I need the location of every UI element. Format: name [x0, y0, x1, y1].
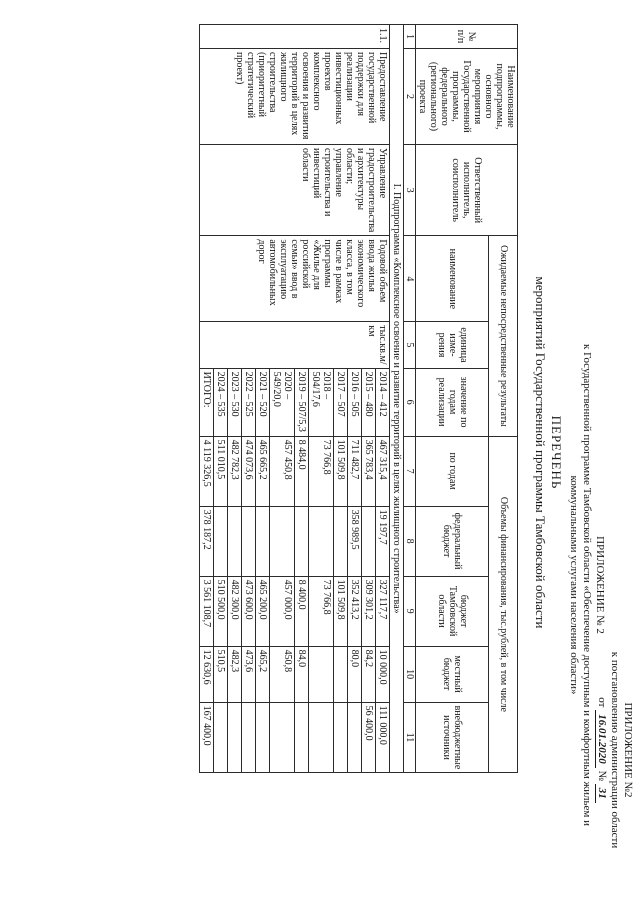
row-regional: 482 300,0: [228, 576, 242, 646]
row-total: 467 315,4: [376, 436, 390, 506]
col-number: 10: [404, 646, 416, 702]
appendix-decree-line: к постановлению администрации области: [609, 651, 621, 849]
row-other: [348, 702, 362, 773]
col-number: 8: [404, 506, 416, 576]
date-prefix: от: [596, 697, 608, 708]
header-executor: Ответственный исполнитель, соисполнитель: [416, 145, 518, 236]
row-local: 473,6: [242, 646, 256, 702]
row-total: 73 766,8: [309, 436, 334, 506]
row-regional: 73 766,8: [309, 576, 334, 646]
handwritten-number: 31: [595, 784, 608, 803]
row-total: 482 782,3: [228, 436, 242, 506]
row-federal: [256, 506, 270, 576]
header-indicator: наименование: [416, 236, 489, 322]
row-value: 2022 – 525: [242, 368, 256, 436]
col-number: 11: [404, 702, 416, 773]
subprogram-row: [390, 25, 404, 773]
col-number: 1: [404, 25, 416, 49]
row-other: [214, 702, 228, 773]
row-other: [295, 702, 309, 773]
row-value: 2018 – 504/17,6: [309, 368, 334, 436]
item-executor: Управление градостроительства и архитектуры области; управление строительства и инвестиций области: [200, 145, 390, 236]
row-federal: [362, 506, 376, 576]
row-federal: 19 197,7: [376, 506, 390, 576]
row-regional: 327 117,7: [376, 576, 390, 646]
program-appendix-header: [567, 305, 606, 865]
row-regional: 352 413,2: [348, 576, 362, 646]
total-other: 167 400,0: [200, 702, 214, 773]
row-other: 56 400,0: [362, 702, 376, 773]
row-local: 482,3: [228, 646, 242, 702]
total-federal: 378 187,2: [200, 506, 214, 576]
row-other: [270, 702, 295, 773]
row-local: 84,0: [295, 646, 309, 702]
row-local: 84,2: [362, 646, 376, 702]
row-value: 2023 – 530: [228, 368, 242, 436]
row-regional: 473 600,0: [242, 576, 256, 646]
row-federal: [214, 506, 228, 576]
measures-table: [199, 24, 518, 773]
header-other: внебюджетные источники: [416, 702, 489, 773]
item-number: 1.1.: [200, 25, 390, 49]
item-indicator: Годовой объем ввода жилья экономического класса, в том числе в рамках программы «Жилье для российской семьи» ввод в эксплуатацию автомобильных дорог: [200, 236, 390, 322]
header-name: Наименование подпрограммы, основного мероприятия Государственной программы, федерального (регионального) проекта: [416, 49, 518, 145]
row-total: 8 484,0: [295, 436, 309, 506]
header-unit: единица изме-рения: [416, 322, 489, 368]
row-federal: [309, 506, 334, 576]
row-other: [334, 702, 348, 773]
row-regional: 465 200,0: [256, 576, 270, 646]
total-local: 12 630,6: [200, 646, 214, 702]
row-total: 511 010,5: [214, 436, 228, 506]
table-row: [376, 25, 390, 773]
total-label: ИТОГО:: [200, 368, 214, 436]
row-other: [256, 702, 270, 773]
column-number-row: [404, 25, 416, 773]
row-total: 711 482,7: [348, 436, 362, 506]
document-subtitle: мероприятий Государственной программы Тамбовской области: [533, 276, 548, 629]
header-row-1: [489, 25, 518, 773]
row-total: 465 665,2: [256, 436, 270, 506]
header-federal: федеральный бюджет: [416, 506, 489, 576]
row-federal: [228, 506, 242, 576]
row-value: 2019 – 507/5,3: [295, 368, 309, 436]
col-number: 7: [404, 436, 416, 506]
subprogram-title: I. Подпрограмма «Комплексное освоение и развитие территорий в целях жилищного строительства»: [390, 25, 404, 773]
appendix-title: ПРИЛОЖЕНИЕ №2: [622, 702, 634, 798]
total-regional: 3 561 108,7: [200, 576, 214, 646]
row-federal: [242, 506, 256, 576]
row-local: [334, 646, 348, 702]
row-local: 80,0: [348, 646, 362, 702]
header-by-years: по годам: [416, 436, 489, 506]
col-number: 5: [404, 322, 416, 368]
row-value: 2021 – 520: [256, 368, 270, 436]
program-appendix-subtitle: к Государственной программе Тамбовской области «Обеспечение доступным и комфортным жильем и коммунальными услугами населения области»: [568, 343, 593, 827]
row-value: 2020 – 549/20,0: [270, 368, 295, 436]
row-regional: 101 509,8: [334, 576, 348, 646]
row-value: 2016 – 505: [348, 368, 362, 436]
row-other: [242, 702, 256, 773]
header-local: местный бюджет: [416, 646, 489, 702]
header-number: № п/п: [416, 25, 518, 49]
number-prefix: №: [596, 770, 608, 781]
row-regional: 309 301,2: [362, 576, 376, 646]
row-value: 2024 – 535: [214, 368, 228, 436]
item-unit: тыс.кв.м/ км: [200, 322, 390, 368]
col-number: 4: [404, 236, 416, 322]
row-regional: 8 400,0: [295, 576, 309, 646]
row-regional: 457 000,0: [270, 576, 295, 646]
handwritten-date: 16.01.2020: [595, 710, 608, 768]
row-total: 365 783,4: [362, 436, 376, 506]
item-name: Предоставление государственной поддержки для реализации инвестиционных проектов комплексного освоения и развития территорий в целях жилищного строительства (приоритетный стратегический проект): [200, 49, 390, 145]
row-total: 474 073,6: [242, 436, 256, 506]
col-number: 6: [404, 368, 416, 436]
col-number: 2: [404, 49, 416, 145]
row-other: [309, 702, 334, 773]
row-other: 111 000,0: [376, 702, 390, 773]
row-local: 10 000,0: [376, 646, 390, 702]
col-number: 9: [404, 576, 416, 646]
header-regional: бюджет Тамбовской области: [416, 576, 489, 646]
header-results-group: Ожидаемые непосредственные результаты: [489, 236, 518, 436]
header-value: значение по годам реализации: [416, 368, 489, 436]
row-federal: 358 989,5: [348, 506, 362, 576]
row-local: 510,5: [214, 646, 228, 702]
row-local: 450,8: [270, 646, 295, 702]
row-total: 457 450,8: [270, 436, 295, 506]
row-regional: 510 500,0: [214, 576, 228, 646]
row-total: 101 509,8: [334, 436, 348, 506]
row-local: 465,2: [256, 646, 270, 702]
row-value: 2015 – 480: [362, 368, 376, 436]
total-sum: 4 119 326,5: [200, 436, 214, 506]
row-federal: [295, 506, 309, 576]
row-federal: [334, 506, 348, 576]
row-value: 2014 – 412: [376, 368, 390, 436]
document-title: ПЕРЕЧЕНЬ: [549, 415, 564, 490]
row-federal: [270, 506, 295, 576]
header-finance-group: Объемы финансирования, тыс.рублей, в том числе: [489, 436, 518, 773]
program-appendix-title: ПРИЛОЖЕНИЕ № 2: [594, 536, 606, 634]
row-local: [309, 646, 334, 702]
col-number: 3: [404, 145, 416, 236]
row-other: [228, 702, 242, 773]
row-value: 2017 – 507: [334, 368, 348, 436]
